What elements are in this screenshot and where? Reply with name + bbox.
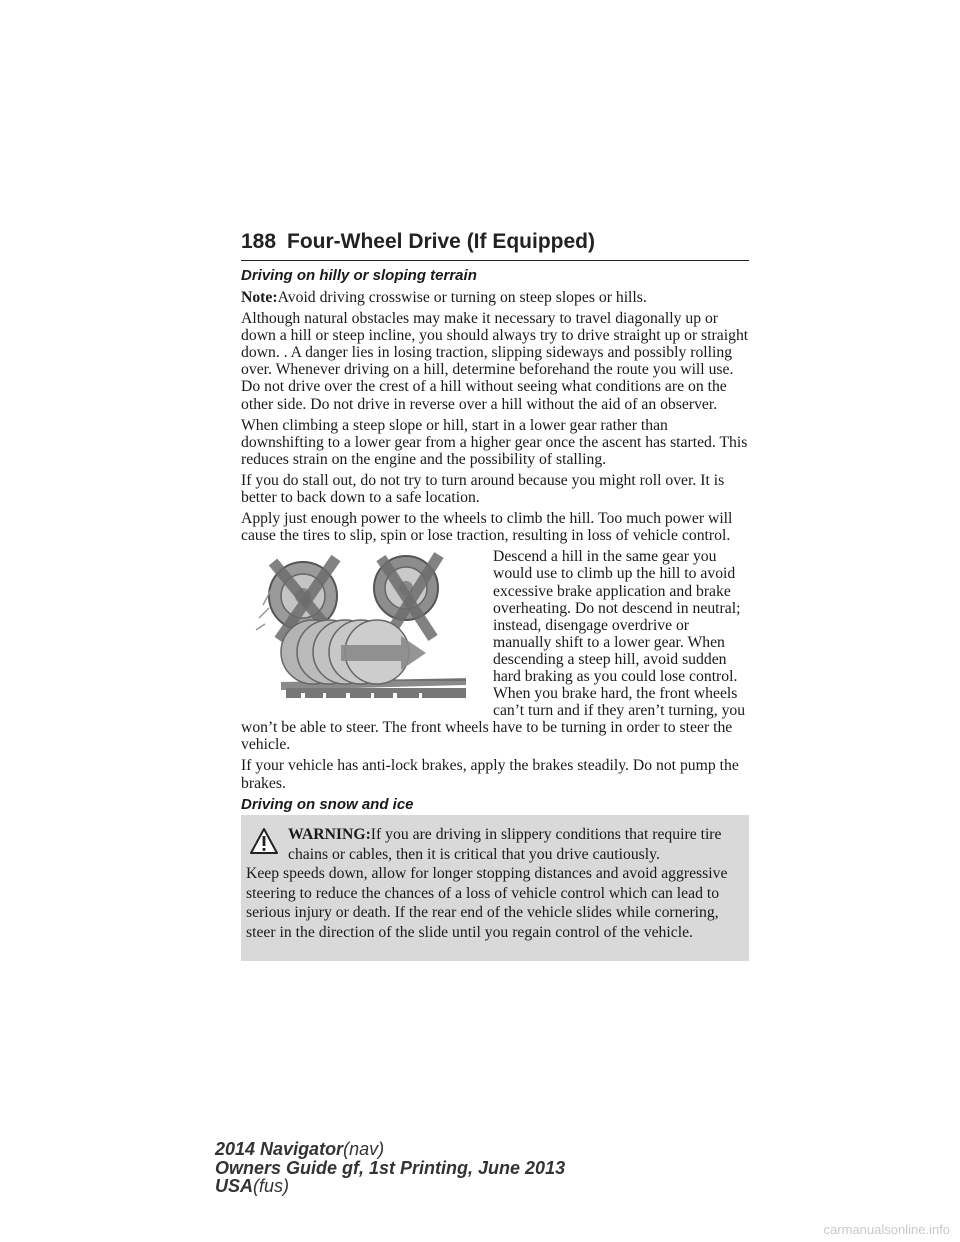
descending-hill-illustration	[241, 550, 481, 712]
hill-wheels-icon	[241, 550, 481, 712]
paragraph-descend: Descend a hill in the same gear you would use to climb up the hill to avoid excessive brake application and brake overheating. Do not descend in neutral; instead, disengage overdrive or manually shift to a lower gear. When descending a steep hill, avoid sudden hard braking as you could lose control. When you brake hard, the front wheels can’t turn and if they aren’t turning, you won’t be able to steer. The front wheels have to be turning in order to steer the vehicle.	[241, 548, 746, 754]
page-number: 188	[241, 230, 277, 253]
chapter-title: Four-Wheel Drive (If Equipped)	[287, 230, 595, 253]
footer-market-code: (fus)	[253, 1176, 290, 1196]
watermark: carmanualsonline.info	[823, 1222, 950, 1237]
warning-triangle-icon	[249, 827, 279, 855]
section-heading-hilly-terrain: Driving on hilly or sloping terrain	[241, 267, 477, 284]
paragraph-climbing: When climbing a steep slope or hill, start in a lower gear rather than downshifting to a lower gear from a higher gear once the ascent has started. This reduces strain on the engine and the possibility of stalling.	[241, 416, 748, 468]
footer-model-line	[215, 1140, 565, 1159]
note-paragraph	[241, 289, 749, 306]
warning-label: WARNING:	[288, 826, 371, 843]
page-header	[241, 230, 749, 261]
warning-box	[241, 815, 749, 961]
paragraph-stall: If you do stall out, do not try to turn around because you might roll over. It is better to back down to a safe location.	[241, 471, 725, 507]
paragraph-power: Apply just enough power to the wheels to climb the hill. Too much power will cause the tires to slip, spin or lose traction, resulting in loss of vehicle control.	[241, 510, 733, 545]
main-content	[241, 267, 749, 818]
footer-market: USA	[215, 1176, 254, 1196]
section-heading-snow-ice: Driving on snow and ice	[241, 795, 414, 813]
warning-first-text: If you are driving in slippery conditions that require tire chains or cables, then it is critical that you drive cautiously.	[288, 826, 722, 863]
footer-model-code: (nav)	[343, 1139, 385, 1159]
paragraph-diagonal-travel: Although natural obstacles may make it necessary to travel diagonally up or down a hill or steep incline, you should always try to drive straight up or straight down. . A danger lies in losing traction, slipping sideways and possibly rolling over. Whenever driving on a hill, determine beforehand the route you will use. Do not drive over the crest of a hill without seeing what conditions are on the other side. Do not drive in reverse over a hill without the aid of an observer.	[241, 310, 749, 413]
warning-first-lines	[288, 825, 738, 864]
paragraph-anti-lock: If your vehicle has anti-lock brakes, apply the brakes steadily. Do not pump the brakes.	[241, 757, 739, 792]
note-text: Avoid driving crosswise or turning on steep slopes or hills.	[277, 289, 647, 306]
note-label: Note:	[241, 289, 278, 306]
footer-market-line	[215, 1177, 565, 1196]
footer-model: 2014 Navigator	[215, 1139, 344, 1159]
page-footer	[215, 1140, 565, 1196]
warning-body: Keep speeds down, allow for longer stopping distances and avoid aggressive steering to reduce the chances of a loss of vehicle control which can lead to serious injury or death. If the rear end of the vehicle slides while cornering, steer in the direction of the slide until you regain control of the vehicle.	[246, 865, 728, 941]
footer-guide: Owners Guide gf, 1st Printing, June 2013	[215, 1157, 566, 1178]
